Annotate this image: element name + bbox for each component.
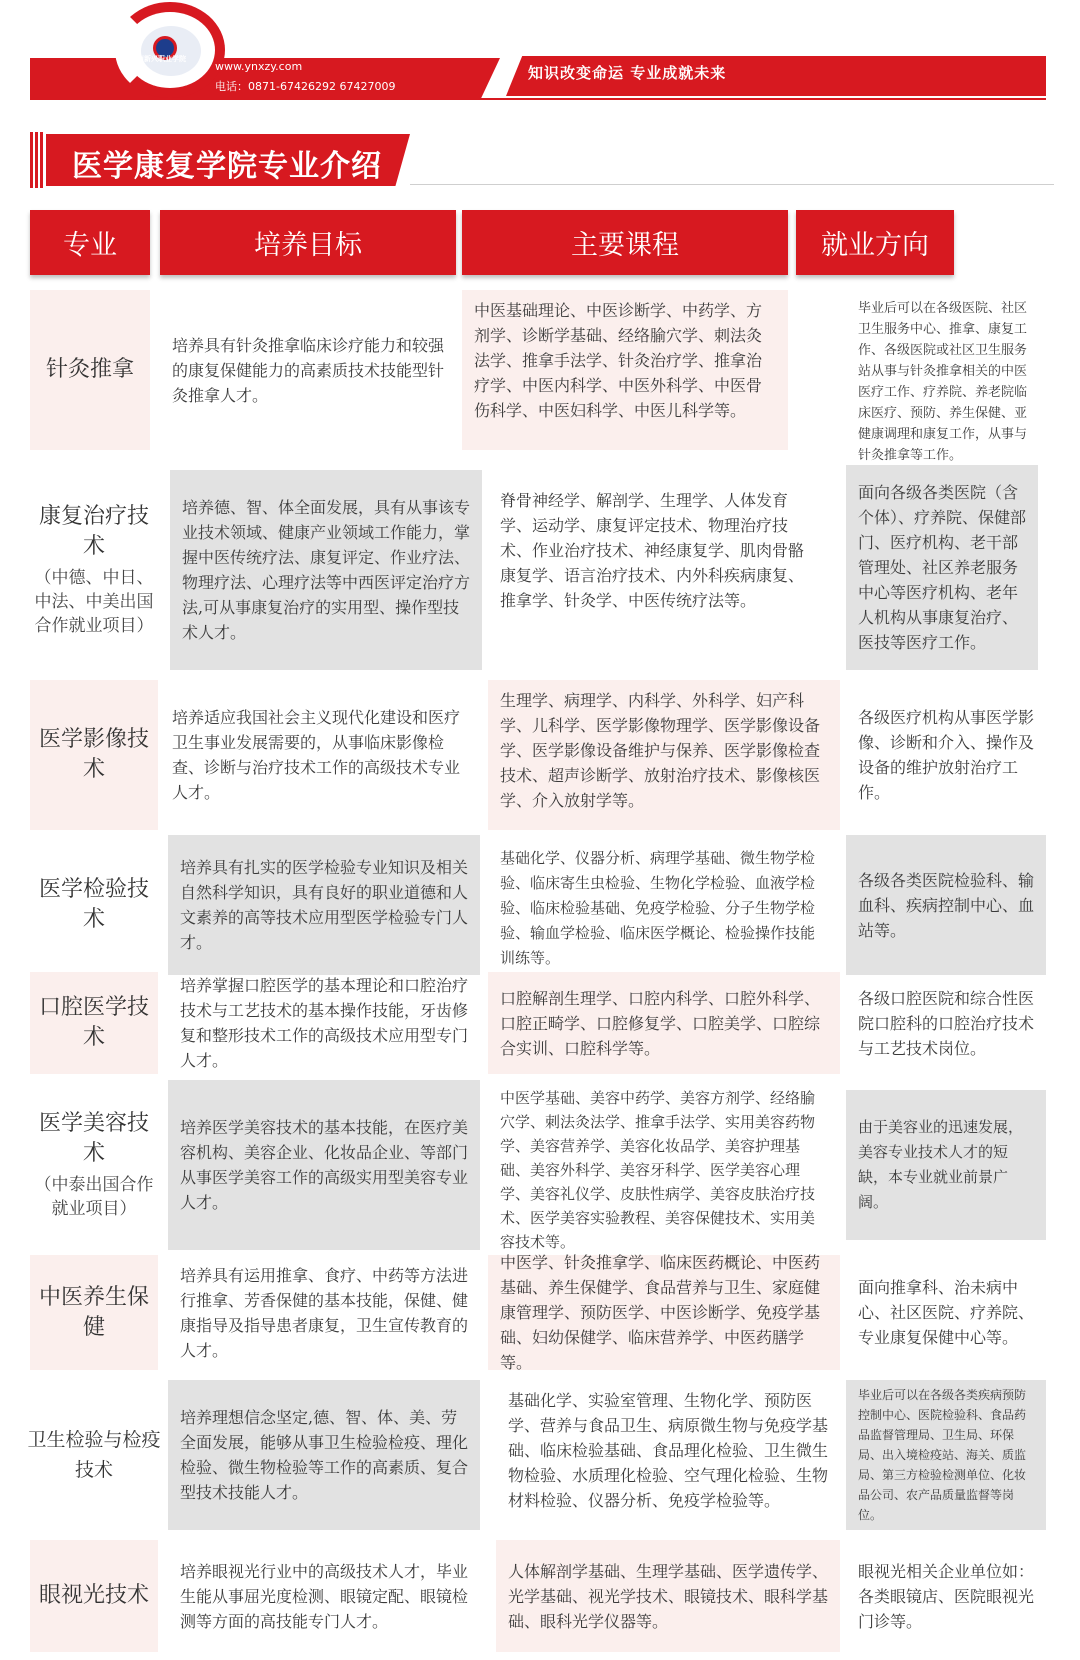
courses-cell: 脊骨神经学、解剖学、生理学、人体发育学、运动学、康复评定技术、物理治疗技术、作业治疗技术、神经康复学、肌肉骨骼康复学、语言治疗技术、内外科疾病康复、推拿学、针灸学、中医传统疗法等。 [500,491,805,610]
goal-cell: 培养具有扎实的医学检验专业知识及相关自然科学知识，具有良好的职业道德和人文素养的高等技术应用型医学检验专门人才。 [168,835,480,975]
table-row-major [30,972,158,1074]
career-cell: 各级医疗机构从事医学影像、诊断和介入、操作及设备的维护放射治疗工作。 [858,708,1035,802]
table-row-major [22,1380,166,1530]
table-row-major [30,680,158,830]
courses-cell: 口腔解剖生理学、口腔内科学、口腔外科学、口腔正畸学、口腔修复学、口腔美学、口腔综合实训、口腔科学等。 [488,972,840,1074]
goal-cell: 培养具有运用推拿、食疗、中药等方法进行推拿、芳香保健的基本技能，保健、健康指导及指导患者康复，卫生宣传教育的人才。 [180,1265,469,1360]
table-row-major [30,290,150,450]
career-cell: 毕业后可以在各级医院、社区卫生服务中心、推拿、康复工作、各级医院或社区卫生服务站从事与针灸推拿相关的中医医疗工作、疗养院、养老院临床医疗、预防、养生保健、亚健康调理和康复工作，从事与针灸推拿等工作。 [858,301,1028,463]
column-header-courses: 主要课程 [462,210,788,275]
major-name: 康复治疗技术 [38,504,149,559]
goal-cell: 培养适应我国社会主义现代化建设和医疗卫生事业发展需要的，从事临床影像检查、诊断与治疗技术工作的高级技术专业人才。 [172,708,461,802]
title-underline [410,184,1054,185]
career-cell: 面向各级各类医院（含个体）、疗养院、保健部门、医疗机构、老干部管理处、社区养老服务中心等医疗机构、老年人机构从事康复治疗、医技等医疗工作。 [846,465,1038,670]
table-row-major [30,1080,158,1250]
courses-cell: 中医学、针灸推拿学、临床医药概论、中医药基础、养生保健学、食品营养与卫生、家庭健康管理学、预防医学、中医诊断学、免疫学基础、妇幼保健学、临床营养学、中医药膳学等。 [488,1255,840,1370]
courses-cell: 人体解剖学基础、生理学基础、医学遗传学、光学基础、视光学技术、眼镜技术、眼科学基础、眼科光学仪器等。 [496,1540,840,1652]
goal-cell: 培养德、智、体全面发展，具有从事该专业技术领域、健康产业领域工作能力，掌握中医传统疗法、康复评定、作业疗法、物理疗法、心理疗法等中西医评定治疗方法,可从事康复治疗的实用型、操作型技术人才。 [170,470,482,670]
career-cell: 毕业后可以在各级各类疾病预防控制中心、医院检验科、食品药品监督管理局、卫生局、环保局、出入境检疫站、海关、质监局、第三方检验检测单位、化妆品公司、农产品质量监督等岗位。 [846,1380,1046,1530]
table-row-major [30,835,158,975]
header-divider [30,98,1046,100]
career-cell: 眼视光相关企业单位如：各类眼镜店、医院眼视光门诊等。 [858,1561,1035,1631]
major-name: 眼视光技术 [38,1583,149,1608]
slogan: 知识改变命运 专业成就未来 [528,64,727,82]
site-phone: 电话：0871-67426292 67427009 [215,80,396,93]
goal-cell: 培养掌握口腔医学的基本理论和口腔治疗技术与工艺技术的基本操作技能，牙齿修复和整形技术工作的高级技术应用型专门人才。 [180,976,469,1070]
table-row-major [30,1540,158,1652]
table-row-major [30,1255,158,1370]
courses-cell: 中医学基础、美容中药学、美容方剂学、经络腧穴学、刺法灸法学、推拿手法学、实用美容药物学、美容营养学、美容化妆品学、美容护理基础、美容外科学、美容牙科学、医学美容心理学、美容礼仪学、皮肤性病学、美容皮肤治疗技术、医学美容实验教程、美容保健技术、实用美容技术等。 [500,1089,816,1251]
major-note: （中德、中日、中法、中美出国合作就业项目） [34,568,154,636]
column-header-major: 专业 [30,210,150,275]
career-cell: 由于美容业的迅速发展，美容专业技术人才的短缺，本专业就业前景广阔。 [846,1090,1046,1240]
major-name: 中医养生保健 [38,1284,149,1340]
section-title: 医学康复学院专业介绍 [72,149,382,184]
major-name: 针灸推拿 [45,357,134,382]
major-name: 卫生检验与检疫技术 [27,1429,161,1481]
page-header [0,0,1080,110]
career-cell: 各级各类医院检验科、输血科、疾病控制中心、血站等。 [846,835,1046,975]
career-cell: 各级口腔医院和综合性医院口腔科的口腔治疗技术与工艺技术岗位。 [858,988,1035,1058]
major-note: （中泰出国合作就业项目） [34,1175,154,1219]
major-name: 医学美容技术 [38,1111,149,1166]
goal-cell: 培养理想信念坚定,德、智、体、美、劳全面发展，能够从事卫生检验检疫、理化检验、微生物检验等工作的高素质、复合型技术技能人才。 [168,1380,480,1530]
goal-cell: 培养具有针灸推拿临床诊疗能力和较强的康复保健能力的高素质技术技能型针灸推拿人才。 [172,335,445,405]
site-url: www.ynxzy.com [215,60,303,73]
courses-cell: 中医基础理论、中医诊断学、中药学、方剂学、诊断学基础、经络腧穴学、刺法灸法学、推拿手法学、针灸治疗学、推拿治疗学、中医内科学、中医外科学、中医骨伤科学、中医妇科学、中医儿科学等。 [462,290,788,450]
column-header-career: 就业方向 [796,210,954,275]
courses-cell: 生理学、病理学、内科学、外科学、妇产科学、儿科学、医学影像物理学、医学影像设备学、医学影像设备维护与保养、医学影像检查技术、超声诊断学、放射治疗技术、影像核医学、介入放射学等。 [488,680,840,830]
major-name: 口腔医学技术 [38,995,149,1050]
goal-cell: 培养眼视光行业中的高级技术人才，毕业生能从事屈光度检测、眼镜定配、眼镜检测等方面的高技能专门人才。 [180,1561,469,1631]
college-logo [115,2,225,98]
courses-cell: 基础化学、仪器分析、病理学基础、微生物学检验、临床寄生虫检验、生物化学检验、血液学检验、临床检验基础、免疫学检验、分子生物学检验、输血学检验、临床医学概论、检验操作技能训练等。 [500,849,816,967]
title-decoration [30,132,44,188]
column-header-goal: 培养目标 [160,210,456,275]
logo-text: 云南新兴职业学院 [130,55,186,63]
major-name: 医学检验技术 [38,877,149,932]
career-cell: 面向推拿科、治未病中心、社区医院、疗养院、专业康复保健中心等。 [858,1278,1035,1347]
goal-cell: 培养医学美容技术的基本技能，在医疗美容机构、美容企业、化妆品企业、等部门从事医学美容工作的高级实用型美容专业人才。 [168,1080,480,1250]
major-name: 医学影像技术 [38,727,149,782]
courses-cell: 基础化学、实验室管理、生物化学、预防医学、营养与食品卫生、病原微生物与免疫学基础、临床检验基础、食品理化检验、卫生微生物检验、水质理化检验、空气理化检验、生物材料检验、仪器分析、免疫学检验等。 [508,1391,829,1510]
table-row-major [30,470,158,670]
